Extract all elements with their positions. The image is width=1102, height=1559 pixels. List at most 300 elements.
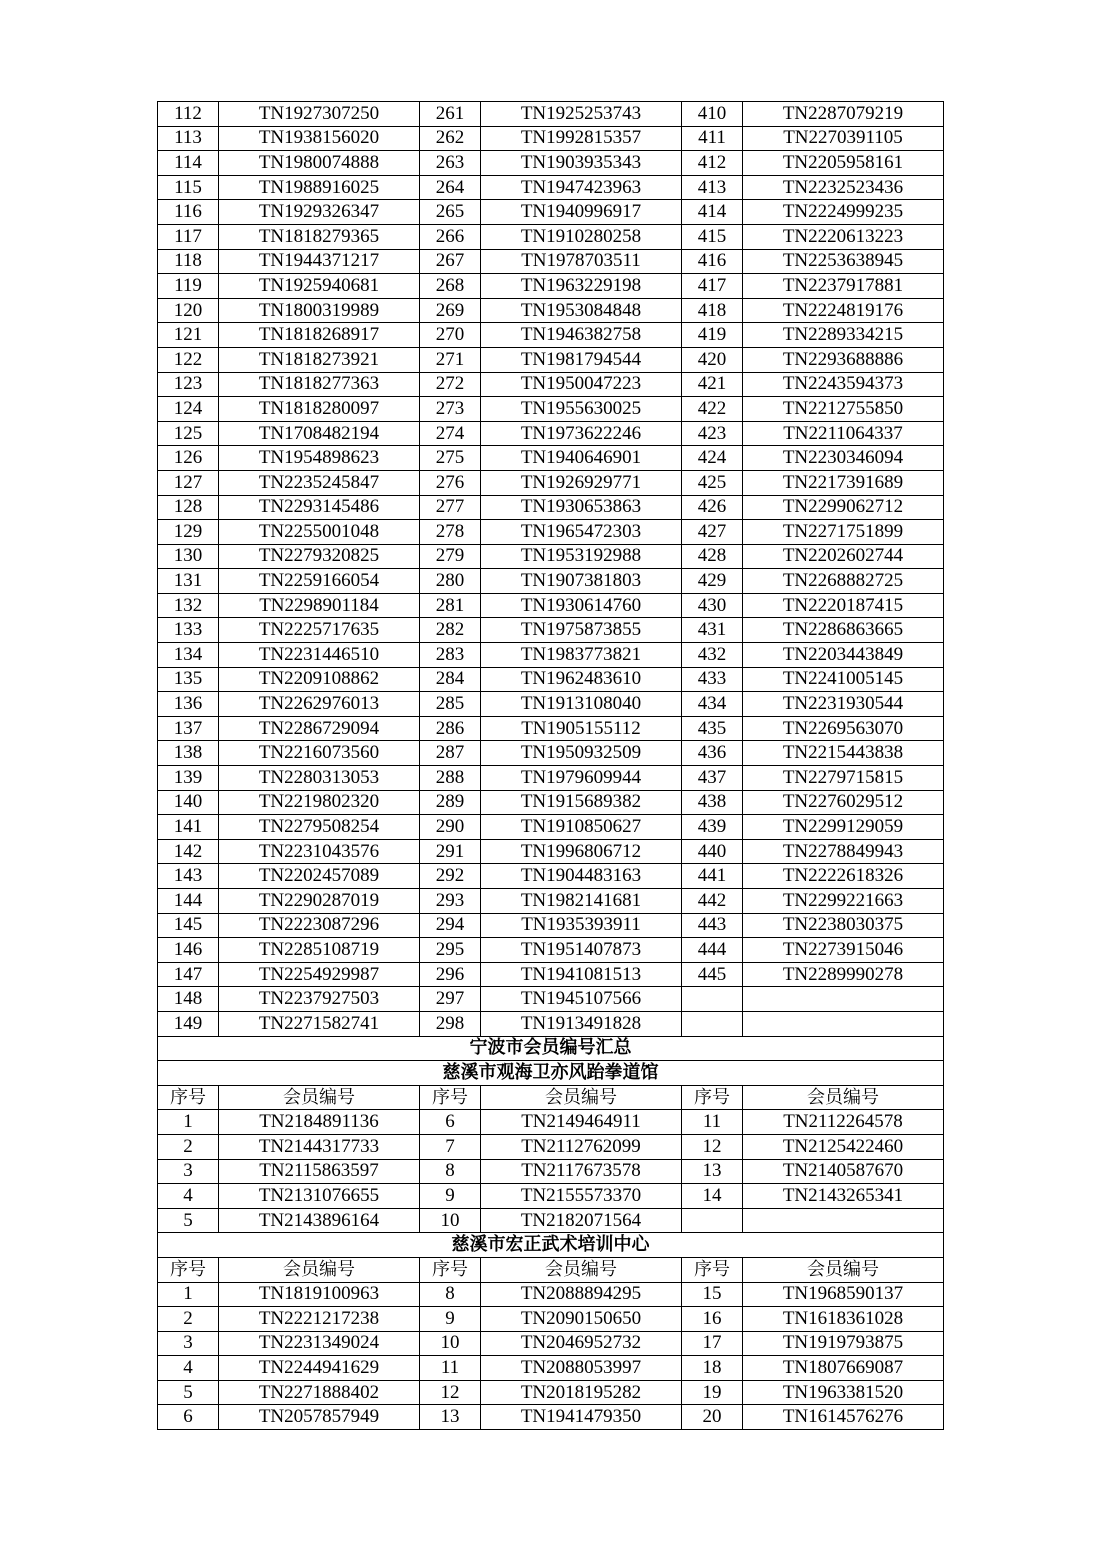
member-number-cell: TN2268882725 <box>743 569 944 594</box>
serial-number-cell: 136 <box>158 692 219 717</box>
member-number-cell: TN2222618326 <box>743 864 944 889</box>
serial-number-cell: 137 <box>158 716 219 741</box>
member-number-cell: TN2298901184 <box>219 593 420 618</box>
member-number-cell: TN1950047223 <box>481 372 682 397</box>
table-row <box>158 495 944 520</box>
serial-number-cell: 420 <box>682 347 743 372</box>
member-number-cell: TN1904483163 <box>481 864 682 889</box>
serial-number-cell: 426 <box>682 495 743 520</box>
member-number-cell: TN2231446510 <box>219 643 420 668</box>
member-number-cell: TN1927307250 <box>219 102 420 127</box>
member-number-cell: TN2220613223 <box>743 224 944 249</box>
member-number-cell: TN1907381803 <box>481 569 682 594</box>
member-number-cell: TN2144317733 <box>219 1134 420 1159</box>
member-number-cell: TN1963229198 <box>481 274 682 299</box>
table-row <box>158 224 944 249</box>
serial-number-cell: 112 <box>158 102 219 127</box>
serial-number-cell: 422 <box>682 397 743 422</box>
table-row <box>158 1159 944 1184</box>
serial-number-cell: 436 <box>682 741 743 766</box>
member-number-cell: TN1988916025 <box>219 175 420 200</box>
serial-number-cell: 9 <box>420 1307 481 1332</box>
serial-number-cell: 18 <box>682 1356 743 1381</box>
member-number-cell: TN1953084848 <box>481 298 682 323</box>
table-row <box>158 1356 944 1381</box>
serial-number-cell: 423 <box>682 421 743 446</box>
member-number-cell: TN1940646901 <box>481 446 682 471</box>
member-number-cell: TN2230346094 <box>743 446 944 471</box>
member-number-cell: TN2125422460 <box>743 1134 944 1159</box>
serial-number-cell: 19 <box>682 1380 743 1405</box>
member-number-cell: TN2131076655 <box>219 1184 420 1209</box>
serial-number-cell: 9 <box>420 1184 481 1209</box>
serial-number-cell: 438 <box>682 790 743 815</box>
serial-number-cell: 145 <box>158 913 219 938</box>
serial-number-cell: 419 <box>682 323 743 348</box>
member-number-cell: TN2253638945 <box>743 249 944 274</box>
serial-number-cell: 127 <box>158 470 219 495</box>
table-row <box>158 938 944 963</box>
member-number-cell: TN1935393911 <box>481 913 682 938</box>
table-row <box>158 274 944 299</box>
serial-number-cell: 412 <box>682 151 743 176</box>
member-number-cell: TN1968590137 <box>743 1282 944 1307</box>
member-number-cell: TN1940996917 <box>481 200 682 225</box>
serial-number-cell: 276 <box>420 470 481 495</box>
member-number-cell: TN2278849943 <box>743 839 944 864</box>
table-row <box>158 962 944 987</box>
serial-number-cell: 17 <box>682 1331 743 1356</box>
member-number-cell: TN1930614760 <box>481 593 682 618</box>
member-number-cell: TN1941081513 <box>481 962 682 987</box>
serial-number-cell: 7 <box>420 1134 481 1159</box>
member-number-cell: TN1996806712 <box>481 839 682 864</box>
member-number-cell: TN1915689382 <box>481 790 682 815</box>
serial-number-cell: 124 <box>158 397 219 422</box>
serial-number-cell: 4 <box>158 1356 219 1381</box>
member-number-cell: TN2286729094 <box>219 716 420 741</box>
member-number-cell: TN2018195282 <box>481 1380 682 1405</box>
serial-number-cell: 278 <box>420 520 481 545</box>
serial-number-cell: 1 <box>158 1282 219 1307</box>
serial-number-cell: 272 <box>420 372 481 397</box>
serial-number-cell: 266 <box>420 224 481 249</box>
table-row <box>158 839 944 864</box>
member-number-cell: TN1973622246 <box>481 421 682 446</box>
serial-number-cell: 2 <box>158 1134 219 1159</box>
member-number-cell: TN2143265341 <box>743 1184 944 1209</box>
table-row <box>158 298 944 323</box>
serial-number-cell: 139 <box>158 766 219 791</box>
serial-number-cell: 273 <box>420 397 481 422</box>
serial-number-cell: 123 <box>158 372 219 397</box>
member-number-cell: TN1800319989 <box>219 298 420 323</box>
serial-number-cell: 146 <box>158 938 219 963</box>
table-row <box>158 1282 944 1307</box>
club-name-row <box>158 1061 944 1086</box>
member-number-cell: TN1919793875 <box>743 1331 944 1356</box>
member-number-cell: TN1807669087 <box>743 1356 944 1381</box>
serial-number-cell: 297 <box>420 987 481 1012</box>
serial-number-cell: 13 <box>420 1405 481 1430</box>
member-number-cell: TN1954898623 <box>219 446 420 471</box>
table-row <box>158 913 944 938</box>
serial-number-cell: 444 <box>682 938 743 963</box>
serial-number-cell: 148 <box>158 987 219 1012</box>
member-number-cell: TN2182071564 <box>481 1208 682 1233</box>
serial-number-cell: 140 <box>158 790 219 815</box>
serial-number-cell: 125 <box>158 421 219 446</box>
member-number-cell: TN2046952732 <box>481 1331 682 1356</box>
member-number-cell: TN2216073560 <box>219 741 420 766</box>
member-number-cell: TN2205958161 <box>743 151 944 176</box>
member-number-cell: TN2220187415 <box>743 593 944 618</box>
member-number-cell: TN2255001048 <box>219 520 420 545</box>
member-number-header: 会员编号 <box>743 1085 944 1110</box>
member-number-cell: TN1978703511 <box>481 249 682 274</box>
member-number-cell: TN2289990278 <box>743 962 944 987</box>
serial-number-cell: 289 <box>420 790 481 815</box>
serial-number-cell <box>682 1011 743 1036</box>
member-number-cell: TN2217391689 <box>743 470 944 495</box>
member-number-cell: TN2225717635 <box>219 618 420 643</box>
member-number-cell: TN1938156020 <box>219 126 420 151</box>
member-number-cell: TN2202602744 <box>743 544 944 569</box>
serial-number-cell: 269 <box>420 298 481 323</box>
table-row <box>158 1405 944 1430</box>
member-number-cell: TN2279320825 <box>219 544 420 569</box>
member-number-cell: TN1913108040 <box>481 692 682 717</box>
serial-number-cell: 6 <box>158 1405 219 1430</box>
member-number-cell: TN1926929771 <box>481 470 682 495</box>
member-number-cell: TN1818268917 <box>219 323 420 348</box>
member-number-cell: TN2254929987 <box>219 962 420 987</box>
table-row <box>158 889 944 914</box>
member-number-header: 会员编号 <box>481 1085 682 1110</box>
serial-number-cell: 442 <box>682 889 743 914</box>
serial-number-cell: 443 <box>682 913 743 938</box>
serial-number-cell: 416 <box>682 249 743 274</box>
serial-number-cell: 429 <box>682 569 743 594</box>
serial-number-cell: 147 <box>158 962 219 987</box>
member-number-cell: TN1614576276 <box>743 1405 944 1430</box>
serial-number-cell: 8 <box>420 1282 481 1307</box>
member-number-cell: TN2231930544 <box>743 692 944 717</box>
serial-number-cell: 138 <box>158 741 219 766</box>
member-number-cell: TN2215443838 <box>743 741 944 766</box>
serial-number-cell: 3 <box>158 1331 219 1356</box>
member-number-cell: TN2273915046 <box>743 938 944 963</box>
member-number-cell: TN1962483610 <box>481 667 682 692</box>
serial-number-cell: 116 <box>158 200 219 225</box>
table-row <box>158 716 944 741</box>
serial-number-cell: 135 <box>158 667 219 692</box>
serial-number-cell <box>682 1208 743 1233</box>
member-number-cell: TN1975873855 <box>481 618 682 643</box>
serial-number-cell: 432 <box>682 643 743 668</box>
serial-number-cell: 117 <box>158 224 219 249</box>
table-row <box>158 126 944 151</box>
member-number-cell: TN2203443849 <box>743 643 944 668</box>
member-number-cell: TN1818279365 <box>219 224 420 249</box>
member-number-cell: TN2290287019 <box>219 889 420 914</box>
member-number-cell <box>743 1011 944 1036</box>
member-number-cell: TN2289334215 <box>743 323 944 348</box>
serial-number-cell: 427 <box>682 520 743 545</box>
member-number-cell: TN1819100963 <box>219 1282 420 1307</box>
member-number-cell: TN1818280097 <box>219 397 420 422</box>
table-row <box>158 815 944 840</box>
member-number-cell: TN1955630025 <box>481 397 682 422</box>
member-number-cell: TN2224999235 <box>743 200 944 225</box>
table-row <box>158 200 944 225</box>
member-number-cell: TN2276029512 <box>743 790 944 815</box>
serial-number-cell: 119 <box>158 274 219 299</box>
member-number-header: 会员编号 <box>219 1085 420 1110</box>
serial-number-cell: 149 <box>158 1011 219 1036</box>
serial-number-cell: 279 <box>420 544 481 569</box>
summary-title-row <box>158 1036 944 1061</box>
member-number-cell: TN2184891136 <box>219 1110 420 1135</box>
serial-number-cell: 417 <box>682 274 743 299</box>
member-number-cell: TN2088053997 <box>481 1356 682 1381</box>
member-number-cell: TN2212755850 <box>743 397 944 422</box>
member-number-cell: TN2286863665 <box>743 618 944 643</box>
serial-number-cell: 424 <box>682 446 743 471</box>
table-row <box>158 372 944 397</box>
table-row <box>158 1184 944 1209</box>
member-number-cell: TN1905155112 <box>481 716 682 741</box>
serial-number-cell: 282 <box>420 618 481 643</box>
member-number-cell: TN1951407873 <box>481 938 682 963</box>
member-number-cell: TN2235245847 <box>219 470 420 495</box>
member-number-cell: TN2271888402 <box>219 1380 420 1405</box>
serial-number-cell: 5 <box>158 1208 219 1233</box>
serial-number-cell: 12 <box>682 1134 743 1159</box>
member-number-cell: TN1910280258 <box>481 224 682 249</box>
serial-number-cell: 3 <box>158 1159 219 1184</box>
member-number-cell: TN1979609944 <box>481 766 682 791</box>
serial-number-cell: 428 <box>682 544 743 569</box>
serial-number-cell: 11 <box>420 1356 481 1381</box>
member-number-cell <box>743 987 944 1012</box>
serial-header: 序号 <box>682 1085 743 1110</box>
member-number-cell: TN1818273921 <box>219 347 420 372</box>
serial-number-cell: 413 <box>682 175 743 200</box>
serial-number-cell: 431 <box>682 618 743 643</box>
member-number-cell: TN2241005145 <box>743 667 944 692</box>
serial-number-cell: 425 <box>682 470 743 495</box>
serial-number-cell: 120 <box>158 298 219 323</box>
serial-number-cell: 268 <box>420 274 481 299</box>
table-row <box>158 421 944 446</box>
table-row <box>158 766 944 791</box>
member-number-cell: TN1981794544 <box>481 347 682 372</box>
serial-number-cell: 421 <box>682 372 743 397</box>
serial-number-cell: 114 <box>158 151 219 176</box>
serial-number-cell: 280 <box>420 569 481 594</box>
member-number-cell: TN2231043576 <box>219 839 420 864</box>
serial-number-cell: 274 <box>420 421 481 446</box>
member-number-header: 会员编号 <box>481 1257 682 1282</box>
serial-number-cell: 16 <box>682 1307 743 1332</box>
table-row <box>158 1011 944 1036</box>
serial-number-cell: 132 <box>158 593 219 618</box>
member-number-cell: TN2221217238 <box>219 1307 420 1332</box>
serial-number-cell: 13 <box>682 1159 743 1184</box>
member-number-cell: TN1941479350 <box>481 1405 682 1430</box>
serial-number-cell: 281 <box>420 593 481 618</box>
serial-number-cell: 262 <box>420 126 481 151</box>
serial-number-cell: 14 <box>682 1184 743 1209</box>
member-number-cell: TN2211064337 <box>743 421 944 446</box>
serial-header: 序号 <box>158 1257 219 1282</box>
table-row <box>158 347 944 372</box>
serial-number-cell: 294 <box>420 913 481 938</box>
member-number-cell: TN1963381520 <box>743 1380 944 1405</box>
member-number-cell: TN1929326347 <box>219 200 420 225</box>
serial-number-cell: 128 <box>158 495 219 520</box>
table-row <box>158 643 944 668</box>
table-row <box>158 1331 944 1356</box>
serial-header: 序号 <box>682 1257 743 1282</box>
member-number-cell: TN2140587670 <box>743 1159 944 1184</box>
serial-header: 序号 <box>420 1257 481 1282</box>
serial-number-cell: 277 <box>420 495 481 520</box>
member-number-cell: TN1818277363 <box>219 372 420 397</box>
member-number-cell: TN1708482194 <box>219 421 420 446</box>
member-number-cell: TN1953192988 <box>481 544 682 569</box>
table-row <box>158 1110 944 1135</box>
member-number-cell: TN1930653863 <box>481 495 682 520</box>
member-number-cell: TN2279508254 <box>219 815 420 840</box>
table-row <box>158 249 944 274</box>
table-row <box>158 741 944 766</box>
serial-number-cell: 298 <box>420 1011 481 1036</box>
member-number-cell: TN1913491828 <box>481 1011 682 1036</box>
table-row <box>158 446 944 471</box>
member-number-cell: TN1903935343 <box>481 151 682 176</box>
serial-header: 序号 <box>158 1085 219 1110</box>
club-name: 慈溪市观海卫亦风跆拳道馆 <box>158 1061 944 1086</box>
member-number-cell: TN2243594373 <box>743 372 944 397</box>
member-number-header: 会员编号 <box>743 1257 944 1282</box>
member-number-cell: TN2299129059 <box>743 815 944 840</box>
table-row <box>158 397 944 422</box>
summary-title: 宁波市会员编号汇总 <box>158 1036 944 1061</box>
serial-number-cell: 113 <box>158 126 219 151</box>
table-row <box>158 618 944 643</box>
club-name: 慈溪市宏正武术培训中心 <box>158 1233 944 1258</box>
member-number-cell: TN2202457089 <box>219 864 420 889</box>
member-number-cell: TN2057857949 <box>219 1405 420 1430</box>
serial-number-cell: 20 <box>682 1405 743 1430</box>
column-header-row <box>158 1085 944 1110</box>
member-number-cell: TN2224819176 <box>743 298 944 323</box>
serial-number-cell: 439 <box>682 815 743 840</box>
serial-number-cell: 122 <box>158 347 219 372</box>
table-row <box>158 790 944 815</box>
member-number-cell: TN2237927503 <box>219 987 420 1012</box>
member-number-cell: TN2231349024 <box>219 1331 420 1356</box>
member-number-cell: TN1992815357 <box>481 126 682 151</box>
serial-number-cell: 284 <box>420 667 481 692</box>
serial-number-cell: 5 <box>158 1380 219 1405</box>
serial-number-cell: 267 <box>420 249 481 274</box>
member-number-cell: TN2149464911 <box>481 1110 682 1135</box>
member-number-cell: TN2262976013 <box>219 692 420 717</box>
serial-number-cell: 6 <box>420 1110 481 1135</box>
serial-number-cell: 430 <box>682 593 743 618</box>
serial-number-cell: 130 <box>158 544 219 569</box>
serial-number-cell: 133 <box>158 618 219 643</box>
member-number-cell: TN2232523436 <box>743 175 944 200</box>
member-number-cell: TN1983773821 <box>481 643 682 668</box>
table-row <box>158 470 944 495</box>
serial-number-cell: 415 <box>682 224 743 249</box>
serial-header: 序号 <box>420 1085 481 1110</box>
member-number-cell: TN1945107566 <box>481 987 682 1012</box>
serial-number-cell: 287 <box>420 741 481 766</box>
table-row <box>158 987 944 1012</box>
table-row <box>158 151 944 176</box>
table-row <box>158 1208 944 1233</box>
table-row <box>158 593 944 618</box>
member-number-cell: TN2280313053 <box>219 766 420 791</box>
member-number-cell: TN2279715815 <box>743 766 944 791</box>
member-number-cell: TN1925253743 <box>481 102 682 127</box>
member-number-cell: TN2293145486 <box>219 495 420 520</box>
member-number-cell: TN1982141681 <box>481 889 682 914</box>
table-row <box>158 520 944 545</box>
serial-number-cell: 129 <box>158 520 219 545</box>
member-number-cell: TN2244941629 <box>219 1356 420 1381</box>
serial-number-cell: 144 <box>158 889 219 914</box>
serial-number-cell: 261 <box>420 102 481 127</box>
serial-number-cell: 143 <box>158 864 219 889</box>
table-row <box>158 1307 944 1332</box>
member-number-cell: TN1980074888 <box>219 151 420 176</box>
serial-number-cell: 295 <box>420 938 481 963</box>
serial-number-cell: 134 <box>158 643 219 668</box>
serial-number-cell: 418 <box>682 298 743 323</box>
table-row <box>158 1134 944 1159</box>
serial-number-cell: 1 <box>158 1110 219 1135</box>
member-number-cell: TN2293688886 <box>743 347 944 372</box>
member-number-cell: TN2090150650 <box>481 1307 682 1332</box>
table-row <box>158 667 944 692</box>
table-row <box>158 323 944 348</box>
serial-number-cell: 275 <box>420 446 481 471</box>
serial-number-cell: 265 <box>420 200 481 225</box>
serial-number-cell: 15 <box>682 1282 743 1307</box>
serial-number-cell: 141 <box>158 815 219 840</box>
serial-number-cell <box>682 987 743 1012</box>
serial-number-cell: 126 <box>158 446 219 471</box>
member-number-cell: TN1946382758 <box>481 323 682 348</box>
member-number-cell: TN2209108862 <box>219 667 420 692</box>
serial-number-cell: 121 <box>158 323 219 348</box>
serial-number-cell: 410 <box>682 102 743 127</box>
table-row <box>158 544 944 569</box>
serial-number-cell: 2 <box>158 1307 219 1332</box>
member-number-cell: TN1925940681 <box>219 274 420 299</box>
table-row <box>158 692 944 717</box>
member-number-cell: TN2219802320 <box>219 790 420 815</box>
member-number-cell: TN1965472303 <box>481 520 682 545</box>
serial-number-cell: 285 <box>420 692 481 717</box>
member-number-cell: TN2112762099 <box>481 1134 682 1159</box>
